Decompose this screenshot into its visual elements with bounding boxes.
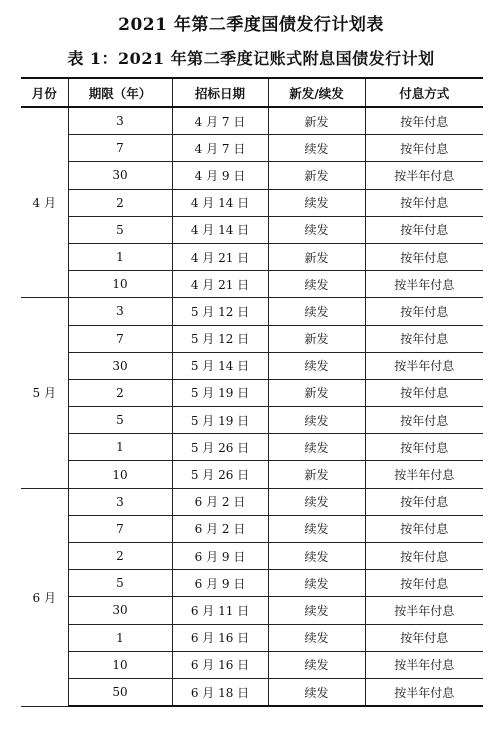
- auction-date-cell: 5 月 26 日: [172, 434, 268, 461]
- issue-type-cell: 续发: [268, 678, 365, 706]
- payment-method-cell: 按年付息: [365, 570, 483, 597]
- page-title: 2021 年第二季度国债发行计划表: [118, 15, 384, 35]
- auction-date-cell: 5 月 19 日: [172, 379, 268, 406]
- table-row: [21, 488, 483, 515]
- auction-date-cell: 5 月 14 日: [172, 352, 268, 379]
- payment-method-cell: 按年付息: [365, 243, 483, 270]
- table-row: [21, 216, 483, 243]
- table-row: [21, 189, 483, 216]
- term-cell: 10: [68, 271, 172, 298]
- issue-type-cell: 续发: [268, 543, 365, 570]
- table-row: [21, 651, 483, 678]
- term-cell: 30: [68, 597, 172, 624]
- term-cell: 7: [68, 515, 172, 542]
- table-header-row: [21, 78, 483, 107]
- payment-method-cell: 按年付息: [365, 298, 483, 325]
- issue-type-cell: 新发: [268, 325, 365, 352]
- payment-method-cell: 按半年付息: [365, 678, 483, 706]
- header-auction-date: 招标日期: [172, 78, 268, 107]
- auction-date-cell: 4 月 21 日: [172, 271, 268, 298]
- issue-type-cell: 续发: [268, 570, 365, 597]
- table-row: [21, 543, 483, 570]
- payment-method-cell: 按半年付息: [365, 352, 483, 379]
- auction-date-cell: 6 月 11 日: [172, 597, 268, 624]
- table-row: [21, 243, 483, 270]
- issue-type-cell: 新发: [268, 107, 365, 135]
- term-cell: 3: [68, 107, 172, 135]
- auction-date-cell: 6 月 9 日: [172, 543, 268, 570]
- issue-type-cell: 续发: [268, 216, 365, 243]
- table-row: [21, 434, 483, 461]
- term-cell: 1: [68, 434, 172, 461]
- table-row: [21, 624, 483, 651]
- issue-type-cell: 续发: [268, 434, 365, 461]
- issue-type-cell: 续发: [268, 624, 365, 651]
- payment-method-cell: 按半年付息: [365, 162, 483, 189]
- term-cell: 5: [68, 216, 172, 243]
- issue-type-cell: 续发: [268, 298, 365, 325]
- table-row: [21, 570, 483, 597]
- auction-date-cell: 6 月 2 日: [172, 515, 268, 542]
- table-row: [21, 678, 483, 706]
- term-cell: 7: [68, 135, 172, 162]
- table-row: [21, 407, 483, 434]
- auction-date-cell: 4 月 14 日: [172, 189, 268, 216]
- auction-date-cell: 4 月 9 日: [172, 162, 268, 189]
- payment-method-cell: 按年付息: [365, 135, 483, 162]
- table-row: [21, 107, 483, 135]
- table-row: [21, 325, 483, 352]
- table-row: [21, 135, 483, 162]
- auction-date-cell: 6 月 16 日: [172, 624, 268, 651]
- payment-method-cell: 按年付息: [365, 216, 483, 243]
- term-cell: 30: [68, 162, 172, 189]
- payment-method-cell: 按半年付息: [365, 271, 483, 298]
- auction-date-cell: 4 月 7 日: [172, 107, 268, 135]
- auction-date-cell: 5 月 12 日: [172, 298, 268, 325]
- term-cell: 5: [68, 407, 172, 434]
- payment-method-cell: 按年付息: [365, 488, 483, 515]
- auction-date-cell: 5 月 19 日: [172, 407, 268, 434]
- term-cell: 50: [68, 678, 172, 706]
- auction-date-cell: 5 月 12 日: [172, 325, 268, 352]
- auction-date-cell: 4 月 7 日: [172, 135, 268, 162]
- payment-method-cell: 按年付息: [365, 515, 483, 542]
- header-month: 月份: [21, 78, 68, 107]
- header-new-or-reopen: 新发/续发: [268, 78, 365, 107]
- term-cell: 1: [68, 243, 172, 270]
- payment-method-cell: 按年付息: [365, 434, 483, 461]
- table-row: [21, 271, 483, 298]
- term-cell: 2: [68, 379, 172, 406]
- auction-date-cell: 4 月 14 日: [172, 216, 268, 243]
- term-cell: 7: [68, 325, 172, 352]
- issue-type-cell: 续发: [268, 135, 365, 162]
- month-cell: 4 月: [21, 107, 68, 298]
- table-row: [21, 298, 483, 325]
- term-cell: 10: [68, 651, 172, 678]
- table-body: [21, 107, 483, 706]
- issue-type-cell: 新发: [268, 243, 365, 270]
- issue-type-cell: 续发: [268, 189, 365, 216]
- header-term: 期限（年）: [68, 78, 172, 107]
- table-row: [21, 162, 483, 189]
- table-row: [21, 515, 483, 542]
- issue-type-cell: 新发: [268, 461, 365, 488]
- payment-method-cell: 按年付息: [365, 325, 483, 352]
- issue-type-cell: 新发: [268, 379, 365, 406]
- payment-method-cell: 按年付息: [365, 107, 483, 135]
- issue-type-cell: 续发: [268, 271, 365, 298]
- term-cell: 2: [68, 543, 172, 570]
- payment-method-cell: 按年付息: [365, 543, 483, 570]
- term-cell: 10: [68, 461, 172, 488]
- table-row: [21, 352, 483, 379]
- auction-date-cell: 5 月 26 日: [172, 461, 268, 488]
- auction-date-cell: 6 月 16 日: [172, 651, 268, 678]
- term-cell: 3: [68, 488, 172, 515]
- term-cell: 2: [68, 189, 172, 216]
- month-cell: 5 月: [21, 298, 68, 488]
- issue-type-cell: 新发: [268, 162, 365, 189]
- table-row: [21, 597, 483, 624]
- issue-type-cell: 续发: [268, 407, 365, 434]
- term-cell: 30: [68, 352, 172, 379]
- issue-type-cell: 续发: [268, 352, 365, 379]
- table-row: [21, 379, 483, 406]
- auction-date-cell: 4 月 21 日: [172, 243, 268, 270]
- issue-type-cell: 续发: [268, 597, 365, 624]
- term-cell: 5: [68, 570, 172, 597]
- month-cell: 6 月: [21, 488, 68, 706]
- term-cell: 1: [68, 624, 172, 651]
- payment-method-cell: 按半年付息: [365, 651, 483, 678]
- issue-type-cell: 续发: [268, 488, 365, 515]
- table-caption: 表 1：2021 年第二季度记账式附息国债发行计划: [67, 49, 435, 68]
- auction-date-cell: 6 月 18 日: [172, 678, 268, 706]
- payment-method-cell: 按年付息: [365, 189, 483, 216]
- table-row: [21, 461, 483, 488]
- auction-date-cell: 6 月 2 日: [172, 488, 268, 515]
- issue-type-cell: 续发: [268, 515, 365, 542]
- term-cell: 3: [68, 298, 172, 325]
- payment-method-cell: 按半年付息: [365, 597, 483, 624]
- header-interest-payment: 付息方式: [365, 78, 483, 107]
- bond-issuance-table: [21, 77, 483, 707]
- issue-type-cell: 续发: [268, 651, 365, 678]
- payment-method-cell: 按年付息: [365, 624, 483, 651]
- payment-method-cell: 按年付息: [365, 379, 483, 406]
- auction-date-cell: 6 月 9 日: [172, 570, 268, 597]
- payment-method-cell: 按年付息: [365, 407, 483, 434]
- payment-method-cell: 按半年付息: [365, 461, 483, 488]
